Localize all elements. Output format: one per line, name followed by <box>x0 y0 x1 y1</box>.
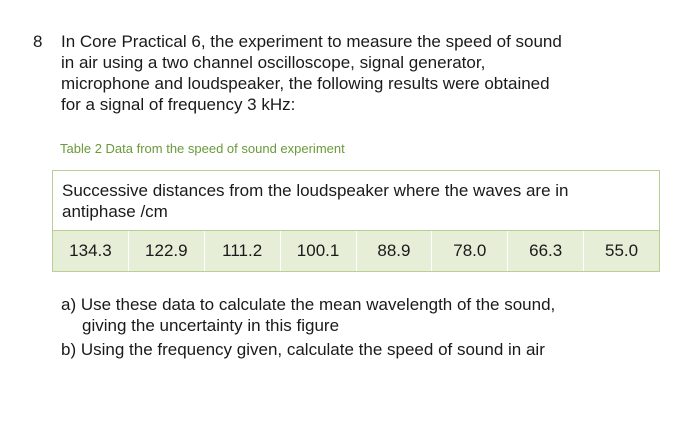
table-cell: 100.1 <box>281 231 357 271</box>
table-header-line: Successive distances from the loudspeaker where the waves are in <box>62 181 569 200</box>
table-cell: 55.0 <box>605 241 639 260</box>
question-stem <box>61 31 621 115</box>
part-a <box>61 294 555 336</box>
table-cell: 88.9 <box>357 231 433 271</box>
stem-line: microphone and loudspeaker, the following results were obtained <box>61 74 550 93</box>
table-caption: Table 2 Data from the speed of sound experiment <box>60 141 345 156</box>
question-number: 8 <box>33 32 43 51</box>
part-b <box>61 339 555 360</box>
part-b-line: b) Using the frequency given, calculate the speed of sound in air <box>61 340 545 359</box>
stem-line: In Core Practical 6, the experiment to measure the speed of sound <box>61 32 562 51</box>
data-table <box>52 170 660 272</box>
stem-line: in air using a two channel oscilloscope, signal generator, <box>61 53 486 72</box>
table-cell: 78.0 <box>432 231 508 271</box>
stem-line: for a signal of frequency 3 kHz: <box>61 95 296 114</box>
table-cell: 134.3 <box>53 231 129 271</box>
part-a-line: a) Use these data to calculate the mean wavelength of the sound, <box>61 295 556 314</box>
table-values-row <box>53 231 659 271</box>
table-cell: 122.9 <box>129 231 205 271</box>
table-header <box>53 171 659 231</box>
table-cell: 111.2 <box>205 231 281 271</box>
table-cell: 66.3 <box>508 231 584 271</box>
part-a-line: giving the uncertainty in this figure <box>82 316 340 335</box>
table-header-line: antiphase /cm <box>62 202 168 221</box>
question-parts <box>61 294 555 363</box>
